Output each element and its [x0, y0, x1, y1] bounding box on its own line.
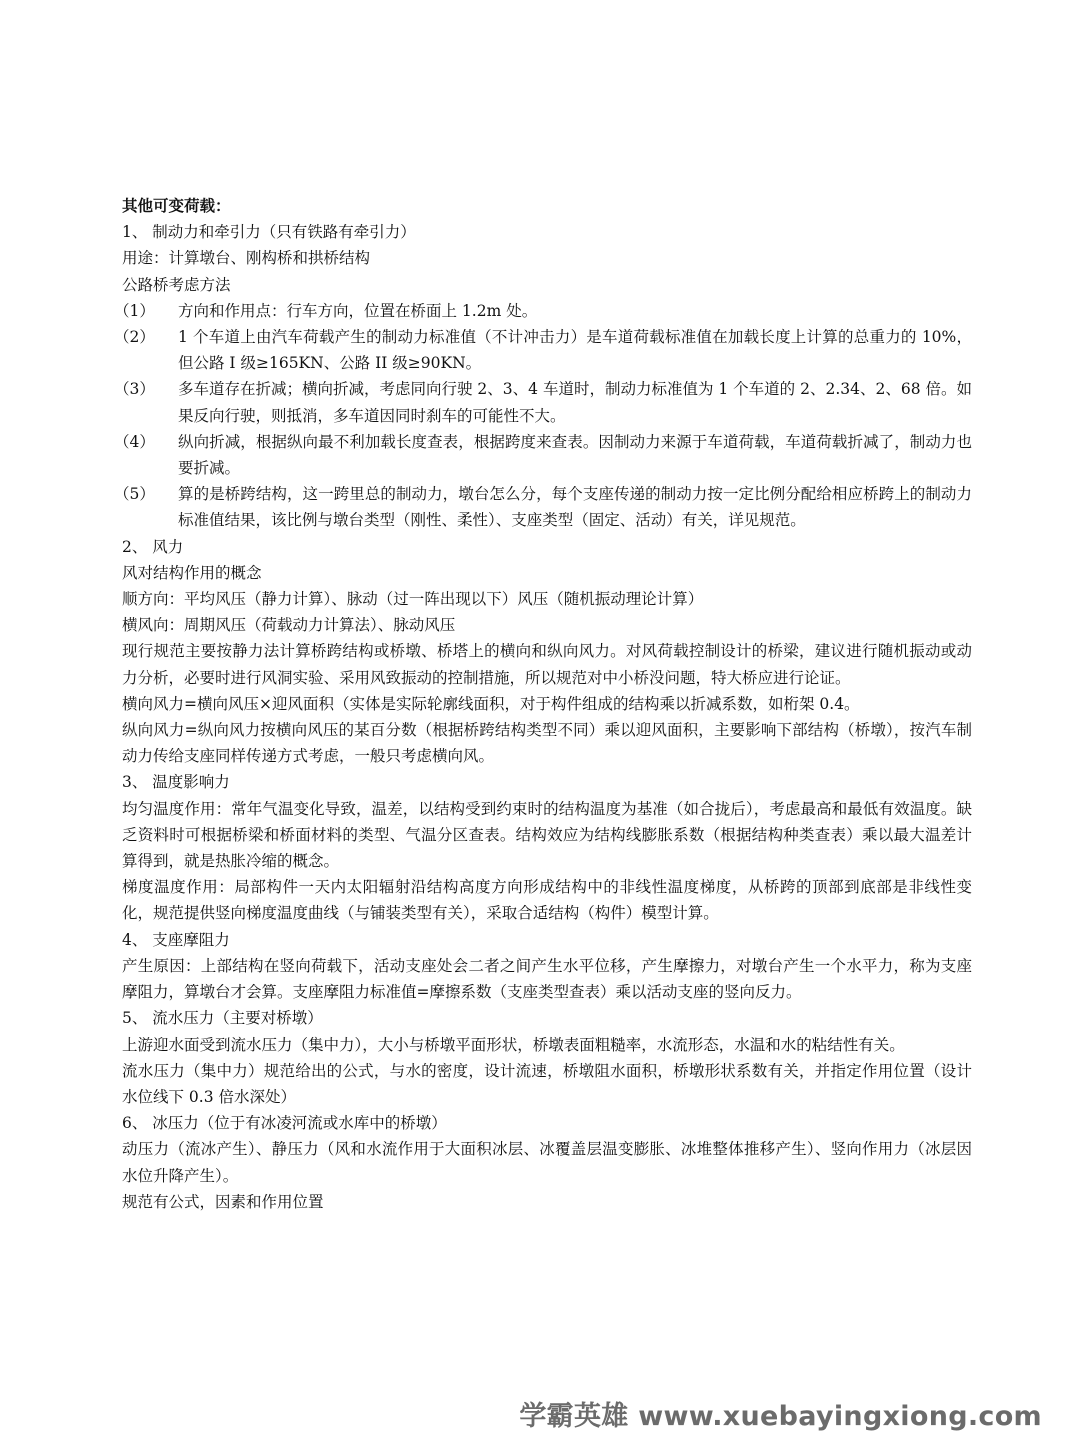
list-item [114, 429, 972, 481]
paragraph: 动压力（流冰产生）、静压力（风和水流作用于大面积冰层、冰覆盖层温变膨胀、冰堆整体推移产生）、竖向作用力（冰层因水位升降产生）。 [122, 1140, 972, 1185]
section-6-title: 6、 冰压力（位于有冰凌河流或水库中的桥墩） [122, 1114, 447, 1133]
list-item-text: 多车道存在折减；横向折减，考虑同向行驶 2、3、4 车道时，制动力标准值为 1 个车道的 2、2.34、2、68 倍。如果反向行驶，则抵消，多车道因同时刹车的可能性不大。 [178, 380, 972, 425]
paragraph: 梯度温度作用：局部构件一天内太阳辐射沿结构高度方向形成结构中的非线性温度梯度，从桥跨的顶部到底部是非线性变化，规范提供竖向梯度温度曲线（与铺装类型有关），采取合适结构（构件）模型计算。 [122, 878, 972, 923]
section-1-purpose: 用途：计算墩台、刚构桥和拱桥结构 [122, 249, 371, 268]
paragraph: 风对结构作用的概念 [122, 563, 262, 582]
paragraph: 纵向风力=纵向风力按横向风压的某百分数（根据桥跨结构类型不同）乘以迎风面积，主要影响下部结构（桥墩），按汽车制动力传给支座同样传递方式考虑，一般只考虑横向风。 [122, 721, 972, 766]
page-heading: 其他可变荷载： [122, 196, 231, 215]
watermark: 学霸英雄 www.xuebayingxiong.com [519, 1401, 1042, 1432]
list-item-text: 方向和作用点：行车方向，位置在桥面上 1.2m 处。 [178, 301, 538, 320]
list-item [114, 324, 972, 376]
list-item-text: 纵向折减，根据纵向最不利加载长度查表，根据跨度来查表。因制动力来源于车道荷载，车道荷载折减了，制动力也要折减。 [178, 432, 972, 478]
section-2-title: 2、 风力 [122, 537, 184, 556]
section-1-method-title: 公路桥考虑方法 [122, 275, 231, 294]
section-4-title: 4、 支座摩阻力 [122, 930, 230, 949]
list-item-number: （5） [114, 485, 155, 504]
list-item-text: 算的是桥跨结构，这一跨里总的制动力，墩台怎么分，每个支座传递的制动力按一定比例分配给相应桥跨上的制动力标准值结果，该比例与墩台类型（刚性、柔性）、支座类型（固定、活动）有关，详见规范。 [178, 485, 972, 530]
document-body [114, 193, 972, 1215]
list-item-number: （2） [114, 328, 155, 347]
paragraph: 产生原因：上部结构在竖向荷载下，活动支座处会二者之间产生水平位移，产生摩擦力，对墩台产生一个水平力，称为支座摩阻力，算墩台才会算。支座摩阻力标准值=摩擦系数（支座类型查表）乘以活动支座的竖向反力。 [122, 956, 972, 1002]
list-item [114, 376, 972, 428]
list-item-number: （4） [114, 432, 155, 451]
paragraph: 顺方向：平均风压（静力计算）、脉动（过一阵出现以下）风压（随机振动理论计算） [122, 590, 704, 609]
paragraph: 横向风力=横向风压×迎风面积（实体是实际轮廓线面积，对于构件组成的结构乘以折减系数，如桁架 0.4。 [122, 694, 860, 713]
paragraph: 现行规范主要按静力法计算桥跨结构或桥墩、桥塔上的横向和纵向风力。对风荷载控制设计的桥梁，建议进行随机振动或动力分析，必要时进行风洞实验、采用风致振动的控制措施，所以规范对中小桥没问题，特大桥应进行论证。 [122, 642, 972, 687]
paragraph: 规范有公式，因素和作用位置 [122, 1192, 324, 1211]
section-3-title: 3、 温度影响力 [122, 773, 230, 792]
section-1-title: 1、 制动力和牵引力（只有铁路有牵引力） [122, 223, 416, 242]
paragraph: 横风向：周期风压（荷载动力计算法）、脉动风压 [122, 616, 456, 635]
paragraph: 均匀温度作用：常年气温变化导致，温差，以结构受到约束时的结构温度为基准（如合拢后），考虑最高和最低有效温度。缺乏资料时可根据桥梁和桥面材料的类型、气温分区查表。结构效应为结构线膨胀系数（根据结构种类查表）乘以最大温差计算得到，就是热胀冷缩的概念。 [122, 799, 972, 871]
list-item-number: （1） [114, 301, 155, 320]
paragraph: 上游迎水面受到流水压力（集中力），大小与桥墩平面形状，桥墩表面粗糙率，水流形态，水温和水的粘结性有关。 [122, 1035, 905, 1054]
list-item [114, 298, 972, 324]
list-item-text: 1 个车道上由汽车荷载产生的制动力标准值（不计冲击力）是车道荷载标准值在加载长度上计算的总重力的 10%，但公路 I 级≥165KN、公路 II 级≥90KN。 [178, 328, 972, 373]
section-5-title: 5、 流水压力（主要对桥墩） [122, 1009, 323, 1028]
paragraph: 流水压力（集中力）规范给出的公式，与水的密度，设计流速，桥墩阻水面积，桥墩形状系数有关，并指定作用位置（设计水位线下 0.3 倍水深处） [122, 1061, 972, 1106]
list-item [114, 481, 972, 533]
list-item-number: （3） [114, 380, 155, 399]
